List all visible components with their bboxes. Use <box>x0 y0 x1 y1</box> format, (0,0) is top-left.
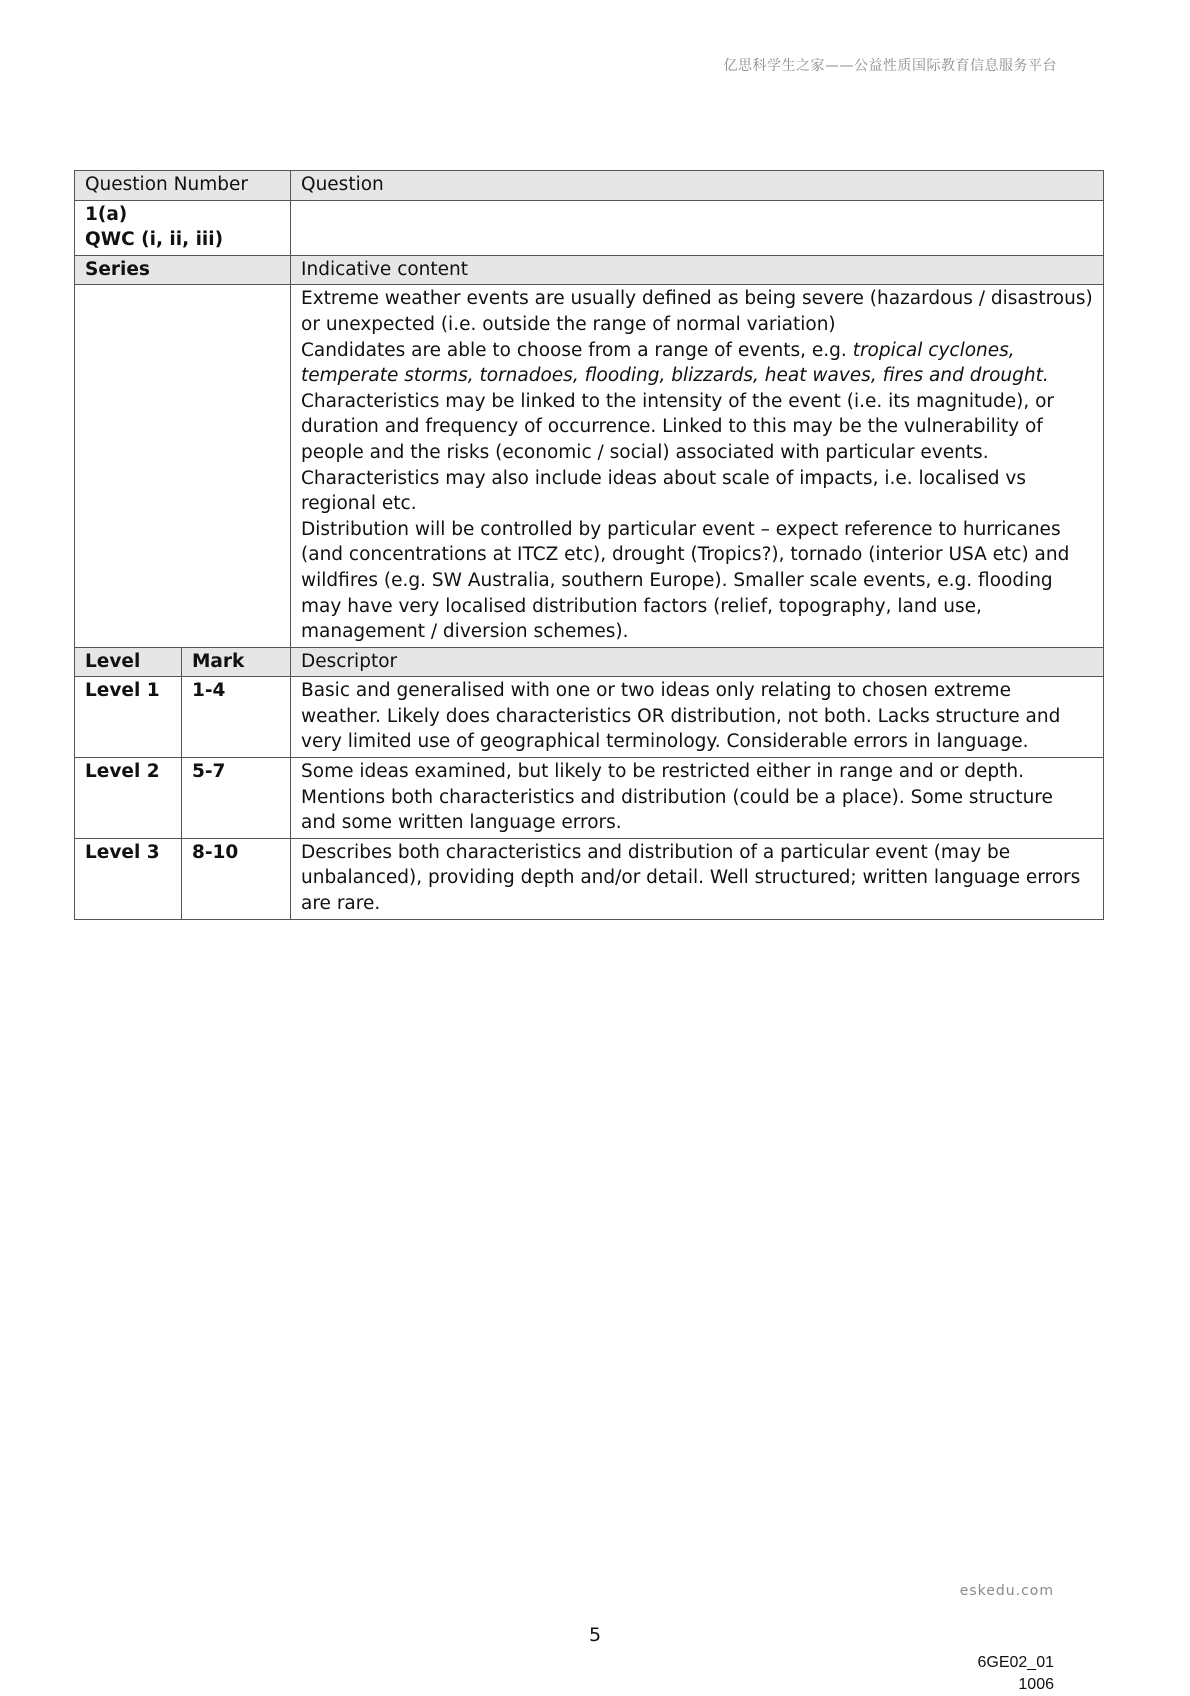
table-header-row <box>75 171 1104 201</box>
level-mark: 8-10 <box>182 838 291 919</box>
question-number-cell <box>75 200 291 255</box>
content-lead: Candidates are able to choose from a range of events, e.g. <box>301 339 853 361</box>
level-descriptor: Basic and generalised with one or two ideas only relating to chosen extreme weather. Likely does characteristics OR distribution, not both. Lacks structure and very limited use of geographical terminology. Considerable errors in language. <box>291 677 1104 758</box>
paper-code-line: 1006 <box>1018 1676 1054 1693</box>
content-paragraph <box>301 338 1093 389</box>
level-header-row <box>75 647 1104 677</box>
page-number: 5 <box>588 1624 602 1646</box>
content-paragraph: Characteristics may be linked to the intensity of the event (i.e. its magnitude), or duration and frequency of occurrence. Linked to this may be the vulnerability of people and the risks (economic / social) associated with particular events. Characteristics may also include ideas about scale of impacts, i.e. localised vs regional etc. <box>301 390 1055 515</box>
question-row <box>75 200 1104 255</box>
level-descriptor: Describes both characteristics and distribution of a particular event (may be unbalanced), providing depth and/or detail. Well structured; written language errors are rare. <box>291 838 1104 919</box>
content-paragraph: Extreme weather events are usually defined as being severe (hazardous / disastrous) or unexpected (i.e. outside the range of normal variation) <box>301 288 1093 335</box>
level-header: Level <box>75 647 182 677</box>
indicative-content <box>291 285 1104 647</box>
paper-code-line: 6GE02_01 <box>977 1654 1054 1671</box>
indicative-content-label: Indicative content <box>291 255 1104 285</box>
series-label: Series <box>75 255 291 285</box>
qwc-label: QWC (i, ii, iii) <box>85 229 224 251</box>
level-name: Level 3 <box>75 838 182 919</box>
level-row <box>75 838 1104 919</box>
indicative-content-row <box>75 285 1104 647</box>
series-row <box>75 255 1104 285</box>
footer-site: eskedu.com <box>959 1583 1054 1599</box>
question-text-cell <box>291 200 1104 255</box>
content-examples: tropical cyclones, temperate storms, tornadoes, flooding, blizzards, heat waves, fires and drought. <box>301 339 1049 387</box>
header-watermark: 亿思科学生之家——公益性质国际教育信息服务平台 <box>723 58 1057 74</box>
level-name: Level 2 <box>75 758 182 839</box>
level-descriptor: Some ideas examined, but likely to be restricted either in range and or depth. Mentions both characteristics and distribution (could be a place). Some structure and some written language errors. <box>291 758 1104 839</box>
mark-header: Mark <box>182 647 291 677</box>
level-mark: 1-4 <box>182 677 291 758</box>
question-number-header: Question Number <box>75 171 291 201</box>
descriptor-header: Descriptor <box>291 647 1104 677</box>
question-number: 1(a) <box>85 203 128 225</box>
mark-scheme-table <box>74 170 1104 920</box>
level-mark: 5-7 <box>182 758 291 839</box>
level-row <box>75 677 1104 758</box>
question-header: Question <box>291 171 1104 201</box>
level-name: Level 1 <box>75 677 182 758</box>
level-row <box>75 758 1104 839</box>
paper-code <box>977 1652 1054 1696</box>
empty-cell <box>75 285 291 647</box>
content-paragraph: Distribution will be controlled by particular event – expect reference to hurricanes (and concentrations at ITCZ etc), drought (Tropics?), tornado (interior USA etc) and wildfires (e.g. SW Australia, southern Europe). Smaller scale events, e.g. flooding may have very localised distribution factors (relief, topography, land use, management / diversion schemes). <box>301 518 1070 643</box>
